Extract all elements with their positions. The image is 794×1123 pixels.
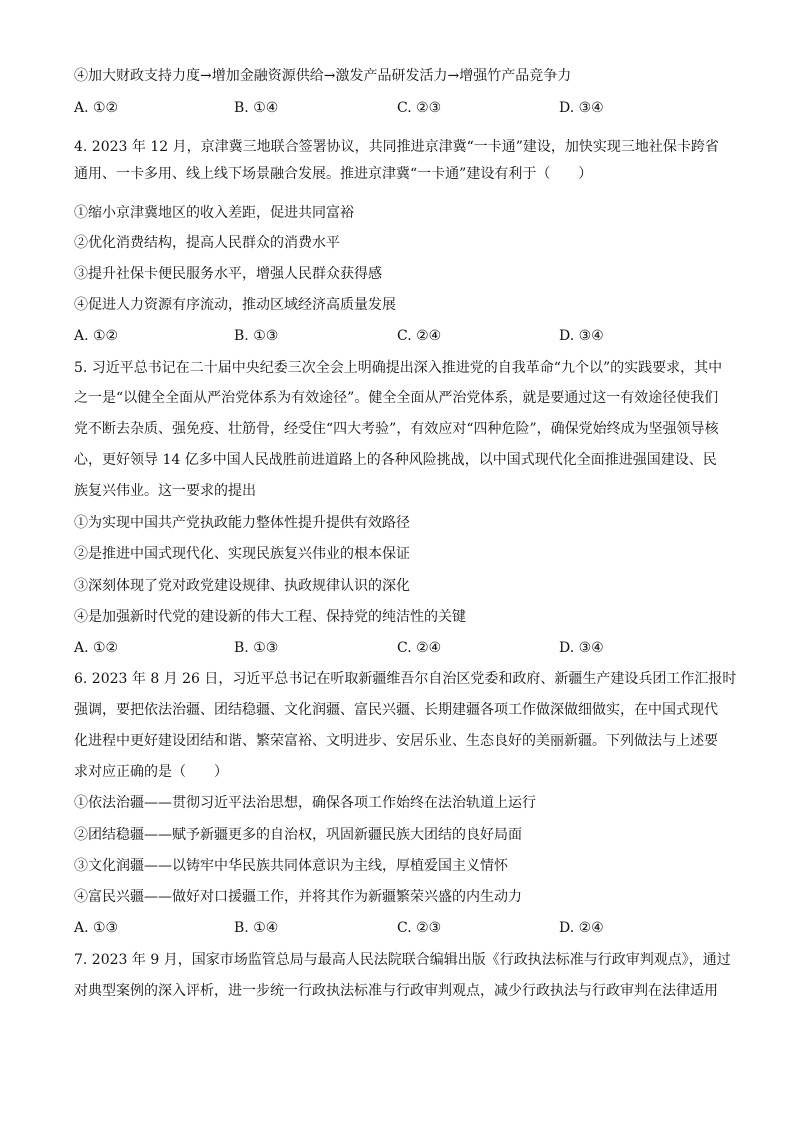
question-3-line-6: ③文化润疆——以铸牢中华民族共同体意识为主线，厚植爱国主义情怀 — [74, 858, 508, 874]
question-2-line-8: ④是加强新时代党的建设新的伟大工程、保持党的纯洁性的关键 — [74, 609, 466, 625]
question-1-line-5: ④促进人力资源有序流动，推动区域经济高质量发展 — [74, 297, 396, 313]
question-3-line-7: ④富民兴疆——做好对口援疆工作，并将其作为新疆繁荣兴盛的内生动力 — [74, 889, 522, 905]
question-0-choice-b: B. ①④ — [234, 100, 279, 116]
question-1-line-4: ③提升社保卡便民服务水平，增强人民群众获得感 — [74, 266, 382, 282]
question-2-choice-c: C. ②④ — [397, 640, 442, 656]
question-1-line-0: 4. 2023 年 12 月，京津冀三地联合签署协议，共同推进京津冀“一卡通”建设，加快实现三地社保卡跨省 — [74, 139, 719, 155]
question-2-line-5: ①为实现中国共产党执政能力整体性提升提供有效路径 — [74, 515, 410, 531]
question-2-line-4: 族复兴伟业。这一要求的提出 — [74, 483, 256, 499]
question-0-choices — [74, 98, 734, 118]
question-4-line-1: 对典型案例的深入评析，进一步统一行政执法标准与行政审判观点，减少行政执法与行政审判在法律适用 — [74, 983, 718, 999]
question-2-line-7: ③深刻体现了党对政党建设规律、执政规律认识的深化 — [74, 578, 410, 594]
question-3-line-1: 强调，要把依法治疆、团结稳疆、文化润疆、富民兴疆、长期建疆各项工作做深做细做实，在中国式现代 — [74, 702, 718, 718]
question-3-line-5: ②团结稳疆——赋予新疆更多的自治权，巩固新疆民族大团结的良好局面 — [74, 827, 522, 843]
question-2-choices — [74, 638, 734, 658]
question-3-line-0: 6. 2023 年 8 月 26 日，习近平总书记在听取新疆维吾尔自治区党委和政府、新疆生产建设兵团工作汇报时 — [74, 671, 737, 687]
question-2-line-3: 心，更好领导 14 亿多中国人民战胜前进道路上的各种风险挑战，以中国式现代化全面推进强国建设、民 — [74, 452, 717, 468]
question-3-choice-d: D. ②④ — [559, 920, 604, 936]
question-2-line-6: ②是推进中国式现代化、实现民族复兴伟业的根本保证 — [74, 546, 410, 562]
question-0-choice-d: D. ③④ — [559, 100, 604, 116]
question-2-line-1: 之一是“以健全全面从严治党体系为有效途径”。健全全面从严治党体系，就是要通过这一有效途径使我们 — [74, 390, 719, 406]
question-2-choice-d: D. ③④ — [559, 640, 604, 656]
question-1-choice-c: C. ②④ — [397, 328, 442, 344]
question-1-line-1: 通用、一卡多用、线上线下场景融合发展。推进京津冀“一卡通”建设有利于（ ） — [74, 166, 593, 182]
question-3-choice-c: C. ②③ — [397, 920, 442, 936]
question-1-line-2: ①缩小京津冀地区的收入差距，促进共同富裕 — [74, 205, 354, 221]
question-2-choice-a: A. ①② — [74, 640, 119, 656]
question-3-line-4: ①依法治疆——贯彻习近平法治思想，确保各项工作始终在法治轨道上运行 — [74, 795, 536, 811]
question-2-choice-b: B. ①③ — [234, 640, 279, 656]
question-3-choice-a: A. ①③ — [74, 920, 119, 936]
question-3-choice-b: B. ①④ — [234, 920, 279, 936]
question-1-choice-b: B. ①③ — [234, 328, 279, 344]
question-1-choices — [74, 326, 734, 346]
question-0-choice-a: A. ①② — [74, 100, 119, 116]
question-2-line-2: 党不断去杂质、强免疫、壮筋骨，经受住“四大考验”，有效应对“四种危险”，确保党始终成为坚强领导核 — [74, 421, 719, 437]
question-3-choices — [74, 918, 734, 938]
question-1-choice-d: D. ③④ — [559, 328, 604, 344]
question-3-line-2: 化进程中更好建设团结和谐、繁荣富裕、文明进步、安居乐业、生态良好的美丽新疆。下列做法与上述要 — [74, 733, 718, 749]
question-4-line-0: 7. 2023 年 9 月，国家市场监管总局与最高人民法院联合编辑出版《行政执法标准与行政审判观点》，通过 — [74, 952, 731, 968]
question-0-choice-c: C. ②③ — [397, 100, 442, 116]
question-2-line-0: 5. 习近平总书记在二十届中央纪委三次全会上明确提出深入推进党的自我革命“九个以”的实践要求，其中 — [74, 360, 723, 376]
question-0-line-0: ④加大财政支持力度→增加金融资源供给→激发产品研发活力→增强竹产品竞争力 — [74, 68, 572, 84]
question-1-line-3: ②优化消费结构，提高人民群众的消费水平 — [74, 235, 340, 251]
question-3-line-3: 求对应正确的是（ ） — [74, 764, 228, 780]
question-1-choice-a: A. ①② — [74, 328, 119, 344]
